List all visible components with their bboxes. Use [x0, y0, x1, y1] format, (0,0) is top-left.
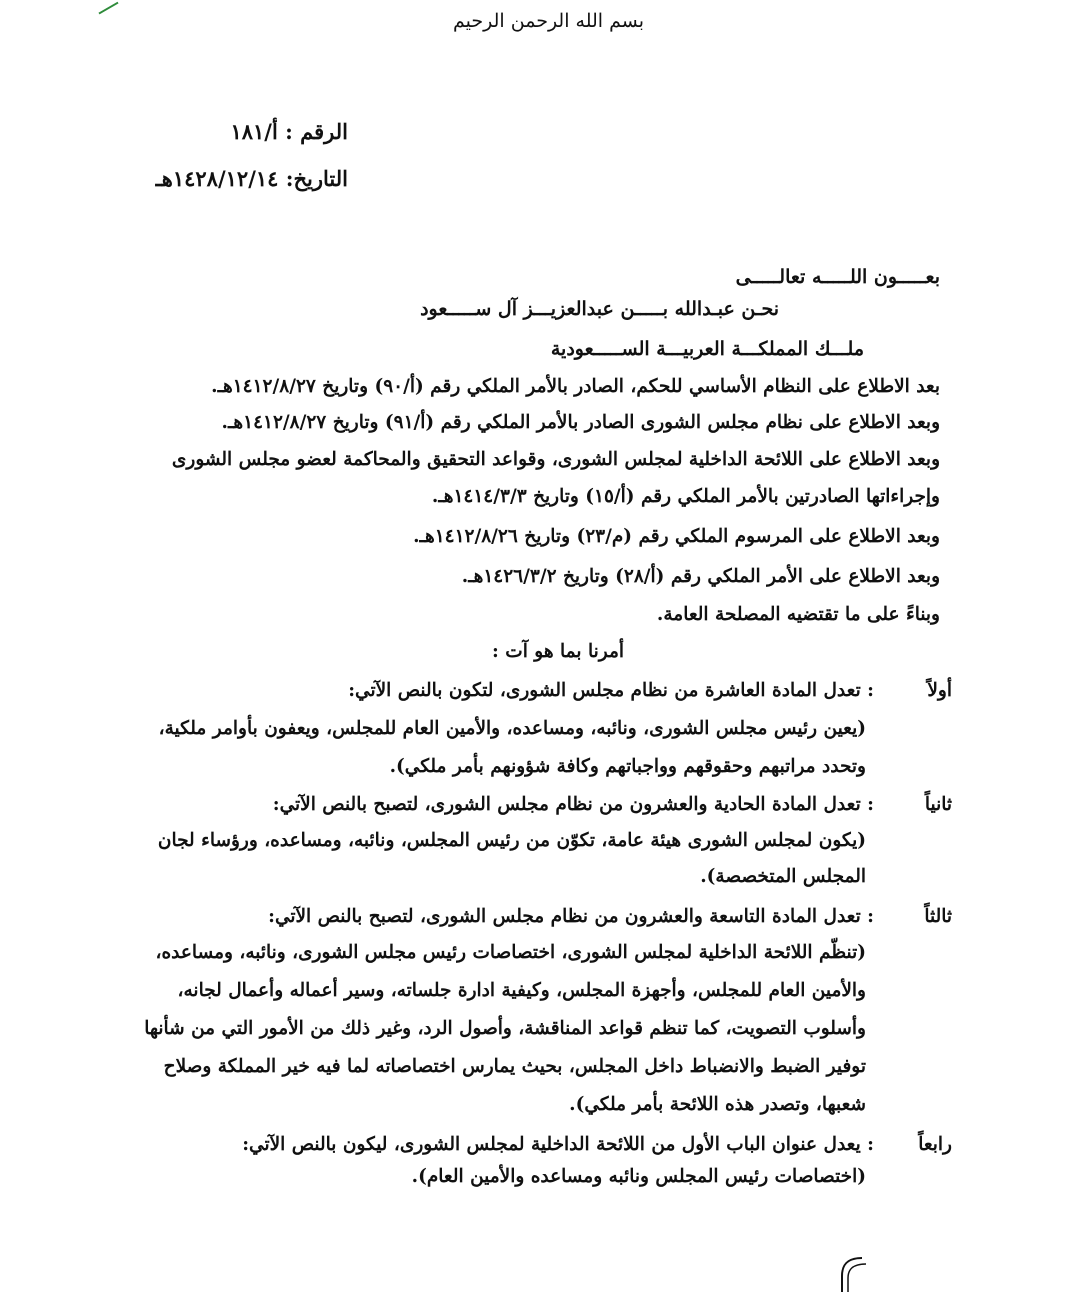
article-heading: : تعدل المادة الحادية والعشرون من نظام مجلس الشورى، لتصبح بالنص الآتي: [272, 794, 874, 815]
article-text-line: وتحدد مراتبهم وحقوقهم وواجباتهم وكافة شؤونهم بأمر ملكي). [389, 756, 866, 777]
document-date: التاريخ: ١٤٢٨/١٢/١٤هـ [155, 166, 348, 191]
preamble-line: وإجراءاتها الصادرتين بالأمر الملكي رقم (أ/١٥) وتاريخ ١٤١٤/٣/٣هـ. [431, 486, 940, 507]
order-line: أمرنا بما هو آت : [492, 641, 624, 662]
article-text-line: (تنظّم اللائحة الداخلية لمجلس الشورى، اختصاصات رئيس مجلس الشورى، ونائبه، ومساعده، [155, 942, 866, 963]
article-heading: : يعدل عنوان الباب الأول من اللائحة الداخلية لمجلس الشورى، ليكون بالنص الآتي: [242, 1134, 874, 1155]
basmala: بسم الله الرحمن الرحيم [453, 10, 644, 32]
article-text-line: المجلس المتخصصة). [700, 866, 866, 887]
opening-line-1: بعـــــون اللـــــه تعالـــــى [735, 266, 940, 288]
article-label: ثانياً [924, 794, 952, 815]
article-text-line: وأسلوب التصويت، كما تنظم قواعد المناقشة، وأصول الرد، وغير ذلك من الأمور التي من شأنها [144, 1018, 866, 1039]
article-text-line: شعبها، وتصدر هذه اللائحة بأمر ملكي). [569, 1094, 866, 1115]
opening-line-3: ملـــك المملكـــة العربيـــة الســـــعودية [550, 338, 864, 360]
article-text-line: توفير الضبط والانضباط داخل المجلس، بحيث يمارس اختصاصاته لما فيه خير المملكة وصلاح [163, 1056, 866, 1077]
article-heading: : تعدل المادة العاشرة من نظام مجلس الشورى، لتكون بالنص الآتي: [348, 680, 874, 701]
article-text-line: (اختصاصات رئيس المجلس ونائبه ومساعده والأمين العام). [411, 1166, 866, 1187]
preamble-line: وبناءً على ما تقتضيه المصلحة العامة. [656, 604, 940, 625]
preamble-line: وبعد الاطلاع على المرسوم الملكي رقم (م/٢٣) وتاريخ ١٤١٢/٨/٢٦هـ. [413, 526, 940, 547]
reference-number: الرقم : أ/١٨١ [230, 119, 348, 144]
article-label: أولاً [927, 680, 952, 701]
opening-line-2: نحـن عبـدالله بـــــن عبدالعزيـــز آل ســـــعود [420, 298, 779, 320]
page-corner-mark [828, 1252, 868, 1292]
preamble-line: وبعد الاطلاع على الأمر الملكي رقم (أ/٢٨) وتاريخ ١٤٢٦/٣/٢هـ. [461, 566, 940, 587]
article-heading: : تعدل المادة التاسعة والعشرون من نظام مجلس الشورى، لتصبح بالنص الآتي: [268, 906, 874, 927]
article-label: ثالثاً [924, 906, 952, 927]
article-text-line: والأمين العام للمجلس، وأجهزة المجلس، وكيفية ادارة جلساته، وسير أعماله وأعمال لجانه، [177, 980, 866, 1001]
preamble-line: وبعد الاطلاع على اللائحة الداخلية لمجلس الشورى، وقواعد التحقيق والمحاكمة لعضو مجلس الشورى [171, 449, 940, 470]
preamble-line: وبعد الاطلاع على نظام مجلس الشورى الصادر بالأمر الملكي رقم (أ/٩١) وتاريخ ١٤١٢/٨/٢٧هـ. [221, 412, 940, 433]
corner-mark [91, 0, 118, 14]
article-text-line: (يكون لمجلس الشورى هيئة عامة، تكوّن من رئيس المجلس، ونائبه، ومساعده، ورؤساء لجان [157, 830, 866, 851]
article-label: رابعاً [918, 1134, 952, 1155]
article-text-line: (يعين رئيس مجلس الشورى، ونائبه، ومساعده، والأمين العام للمجلس، ويعفون بأوامر ملكية، [158, 718, 866, 739]
preamble-line: بعد الاطلاع على النظام الأساسي للحكم، الصادر بالأمر الملكي رقم (أ/٩٠) وتاريخ ١٤١٢/٨/٢٧هـ. [211, 376, 940, 397]
